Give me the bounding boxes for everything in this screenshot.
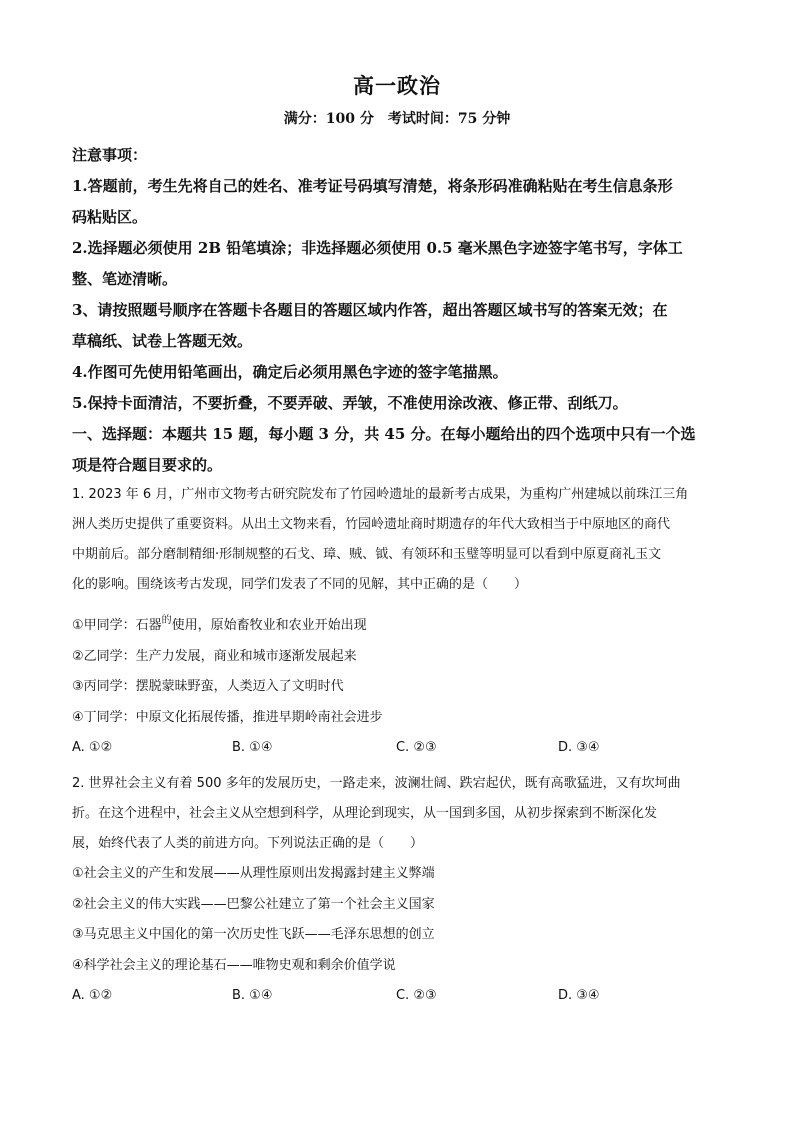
section-heading: 一、选择题：本题共 15 题，每小题 3 分，共 45 分。在每小题给出的四个选项中只有一个选 (72, 425, 696, 443)
question-stem: 展，始终代表了人类的前进方向。下列说法正确的是（ ） (72, 836, 424, 851)
instruction-line: 3、请按照题号顺序在答题卡各题目的答题区域内作答，超出答题区域书写的答案无效；在 (72, 301, 668, 319)
question-stem: 洲人类历史提供了重要资料。从出土文物来看，竹园岭遗址商时期遗存的年代大致相当于中原地区的商代 (72, 517, 671, 532)
instruction-line: 码粘贴区。 (72, 208, 148, 226)
choice-c: C. ②③ (396, 988, 437, 1003)
page-title: 高一政治 (353, 73, 441, 98)
statement-option: ②乙同学：生产力发展，商业和城市逐渐发展起来 (72, 648, 357, 664)
question-stem: 1. 2023 年 6 月，广州市文物考古研究院发布了竹园岭遗址的最新考古成果，为重构广州建城以前珠江三角 (72, 487, 689, 502)
answer-choices (72, 733, 724, 763)
statement-option: ④丁同学：中原文化拓展传播，推进早期岭南社会进步 (72, 709, 383, 725)
statement-option: ①社会主义的产生和发展——从理性原则出发揭露封建主义弊端 (72, 866, 435, 881)
statement-option: ①甲同学：石器$^的$使用，原始畜牧业和农业开始出现 (72, 615, 367, 633)
section-heading: 项是符合题目要求的。 (72, 456, 223, 474)
instructions-heading: 注意事项： (72, 146, 148, 164)
question-stem: 折。在这个进程中，社会主义从空想到科学，从理论到现实，从一国到多国，从初步探索到不断深化发 (72, 806, 658, 821)
answer-choices (72, 981, 724, 1011)
question-stem: 中期前后。部分磨制精细·形制规整的石戈、璋、贼、钺、有领环和玉璧等明显可以看到中原夏商礼玉文 (72, 547, 662, 562)
instruction-line: 5.保持卡面清洁，不要折叠，不要弄破、弄皱，不准使用涂改液、修正带、刮纸刀。 (72, 394, 628, 412)
statement-option: ③丙同学：摆脱蒙昧野蛮，人类迈入了文明时代 (72, 679, 344, 694)
statement-option: ④科学社会主义的理论基石——唯物史观和剩余价值学说 (72, 957, 396, 973)
statement-option: ②社会主义的伟大实践——巴黎公社建立了第一个社会主义国家 (72, 896, 435, 912)
choice-b: B. ①④ (232, 740, 273, 755)
instruction-line: 整、笔迹清晰。 (72, 270, 178, 288)
choice-a: A. ①② (72, 988, 113, 1003)
choice-d: D. ③④ (558, 988, 600, 1003)
exam-info: 满分：100 分 考试时间：75 分钟 (283, 111, 511, 127)
choice-a: A. ①② (72, 740, 113, 755)
question-2 (72, 769, 724, 1011)
choice-b: B. ①④ (232, 988, 273, 1003)
instruction-line: 草稿纸、试卷上答题无效。 (72, 332, 253, 350)
choice-c: C. ②③ (396, 740, 437, 755)
instruction-line: 2.选择题必须使用 2B 铅笔填涂；非选择题必须使用 0.5 毫米黑色字迹签字笔书写，字体工 (72, 239, 683, 257)
choice-d: D. ③④ (558, 740, 600, 755)
instructions (72, 140, 724, 481)
instruction-line: 1.答题前，考生先将自己的姓名、准考证号码填写清楚，将条形码准确粘贴在考生信息条形 (72, 177, 673, 195)
statement-option: ③马克思主义中国化的第一次历史性飞跃——毛泽东思想的创立 (72, 927, 435, 942)
question-stem: 化的影响。围绕该考古发现，同学们发表了不同的见解，其中正确的是（ ） (72, 577, 528, 592)
instruction-line: 4.作图可先使用铅笔画出，确定后必须用黑色字迹的签字笔描黑。 (72, 363, 508, 381)
question-1 (72, 480, 724, 763)
question-stem: 2. 世界社会主义有着 500 多年的发展历史，一路走来，波澜壮阔、跌宕起伏，既有高歌猛进，又有坎坷曲 (72, 776, 681, 791)
